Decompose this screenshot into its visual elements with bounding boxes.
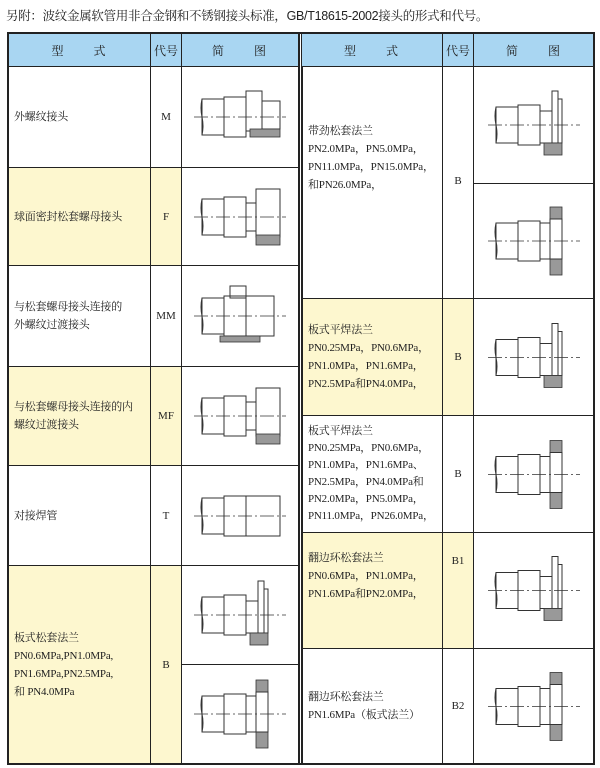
diagram-stroke bbox=[540, 343, 552, 375]
type-text: 外螺纹接头 bbox=[14, 111, 68, 123]
type-cell bbox=[8, 167, 151, 266]
code-cell bbox=[150, 565, 182, 764]
diagram-stroke bbox=[552, 91, 558, 143]
diagram-stroke bbox=[256, 189, 280, 237]
diagram-stroke bbox=[550, 684, 562, 724]
diagram-stroke bbox=[256, 680, 268, 692]
diagram-stroke bbox=[558, 565, 562, 609]
type-text: 板式平焊法兰 PN0.25MPa，PN0.6MPa， PN1.0MPa，PN1.6MPa， PN2.5MPa和PN4.0MPa， bbox=[308, 324, 429, 390]
header-diagram-label: 简 图 bbox=[505, 43, 562, 58]
diagram-stroke bbox=[262, 101, 280, 129]
diagram-lap-flange bbox=[473, 532, 595, 649]
type-text: 与松套螺母接头连接的内 螺纹过渡接头 bbox=[14, 401, 133, 431]
diagram-stroke bbox=[550, 207, 562, 219]
page-title: 另附：波纹金属软管用非合金钢和不锈钢接头标准，GB/T18615-2002接头的形式和代号。 bbox=[6, 9, 489, 23]
fitting-diagram bbox=[190, 575, 290, 655]
type-cell bbox=[8, 465, 151, 566]
fitting-diagram bbox=[484, 543, 584, 638]
code-cell bbox=[150, 167, 182, 266]
fitting-diagram bbox=[190, 182, 290, 252]
code-text: M bbox=[161, 111, 171, 123]
header-type-label: 型 式 bbox=[343, 43, 400, 58]
type-text: 翻边环松套法兰 PN1.6MPa（板式法兰） bbox=[308, 691, 420, 721]
diagram-stroke bbox=[550, 219, 562, 259]
diagram-mm-adapter bbox=[181, 265, 299, 367]
code-cell bbox=[442, 298, 474, 416]
code-cell bbox=[442, 66, 474, 299]
diagram-slip-on-flange bbox=[473, 298, 595, 416]
diagram-stroke bbox=[544, 143, 562, 155]
fitting-diagram bbox=[484, 80, 584, 170]
code-text: B bbox=[454, 175, 462, 187]
type-cell bbox=[302, 648, 443, 764]
fitting-diagram bbox=[484, 427, 584, 522]
header-code bbox=[150, 33, 182, 67]
code-text: B bbox=[454, 351, 462, 363]
diagram-stroke bbox=[246, 601, 258, 633]
code-cell bbox=[150, 265, 182, 367]
diagram-male-thread bbox=[181, 66, 299, 168]
diagram-stroke bbox=[540, 577, 552, 609]
diagram-lap-plate-flange bbox=[473, 648, 595, 764]
header-type-label: 型 式 bbox=[51, 43, 108, 58]
code-text: B1 bbox=[451, 555, 465, 567]
diagram-stroke bbox=[544, 609, 562, 621]
type-cell bbox=[302, 66, 443, 299]
diagram-mf-adapter bbox=[181, 366, 299, 466]
code-text: T bbox=[162, 509, 170, 522]
header-code-label: 代号 bbox=[153, 43, 178, 58]
diagram-flange-b bbox=[181, 664, 299, 764]
diagram-stroke bbox=[250, 129, 280, 137]
diagram-stroke bbox=[550, 259, 562, 275]
header-type bbox=[8, 33, 151, 67]
diagram-stroke bbox=[558, 99, 562, 143]
fitting-diagram bbox=[190, 381, 290, 451]
diagram-stroke bbox=[552, 557, 558, 609]
code-cell bbox=[150, 366, 182, 466]
diagram-stroke bbox=[550, 440, 562, 452]
diagram-swivel-nut bbox=[181, 167, 299, 266]
diagram-flange-a bbox=[181, 565, 299, 665]
header-type-right bbox=[301, 33, 443, 67]
diagram-stroke bbox=[550, 452, 562, 492]
type-cell bbox=[8, 66, 151, 168]
diagram-stroke bbox=[256, 434, 280, 444]
header-code-label: 代号 bbox=[445, 43, 470, 58]
code-text: B bbox=[162, 658, 170, 671]
code-cell bbox=[442, 532, 474, 649]
diagram-stroke bbox=[246, 91, 262, 131]
code-text: B2 bbox=[451, 700, 465, 712]
fitting-diagram bbox=[484, 196, 584, 286]
fitting-diagram bbox=[190, 82, 290, 152]
type-text: 与松套螺母接头连接的 外螺纹过渡接头 bbox=[14, 301, 122, 331]
fitting-diagram bbox=[484, 659, 584, 754]
diagram-slip-on-flange-2 bbox=[473, 415, 595, 533]
type-cell bbox=[302, 415, 443, 533]
header-code-right bbox=[442, 33, 474, 67]
code-text: F bbox=[162, 210, 170, 223]
diagram-stroke bbox=[256, 388, 280, 436]
diagram-stroke bbox=[552, 323, 558, 375]
diagram-stroke bbox=[544, 375, 562, 387]
column-divider bbox=[298, 32, 302, 765]
code-cell bbox=[442, 415, 474, 533]
diagram-stroke bbox=[550, 492, 562, 508]
code-text: MM bbox=[156, 310, 176, 322]
type-cell bbox=[8, 565, 151, 764]
code-cell bbox=[150, 465, 182, 566]
diagram-stroke bbox=[250, 633, 268, 645]
diagram-stroke bbox=[258, 581, 264, 633]
diagram-neck-flange-b bbox=[473, 183, 595, 299]
diagram-stroke bbox=[558, 331, 562, 375]
type-text: 球面密封松套螺母接头 bbox=[14, 210, 122, 223]
header-diagram-label: 简 图 bbox=[211, 43, 268, 58]
code-cell bbox=[150, 66, 182, 168]
diagram-stroke bbox=[256, 692, 268, 732]
type-text: 带劲松套法兰 PN2.0MPa，PN5.0MPa， PN11.0MPa，PN15.0MPa， 和PN26.0MPa， bbox=[308, 124, 434, 191]
diagram-stroke bbox=[550, 724, 562, 740]
diagram-stroke bbox=[550, 672, 562, 684]
fitting-diagram bbox=[484, 310, 584, 405]
type-text: 对接焊管 bbox=[14, 509, 58, 522]
fitting-diagram bbox=[190, 481, 290, 551]
code-cell bbox=[442, 648, 474, 764]
code-text: B bbox=[454, 468, 462, 480]
type-cell bbox=[302, 298, 443, 416]
type-text: 翻边环松套法兰 PN0.6MPa，PN1.0MPa， PN1.6MPa和PN2.0MPa， bbox=[308, 551, 424, 600]
diagram-stroke bbox=[264, 589, 268, 633]
fitting-diagram bbox=[190, 281, 290, 351]
header-diagram bbox=[181, 33, 299, 67]
diagram-stroke bbox=[540, 111, 552, 143]
type-text: 板式平焊法兰 PN0.25MPa，PN0.6MPa， PN1.0MPa，PN1.6MPa、 PN2.5MPa，PN4.0MPa和 PN2.0MPa，PN5.0MPa， PN11.0MPa，PN26.0MPa， bbox=[308, 425, 434, 522]
code-text: MF bbox=[158, 410, 174, 422]
diagram-stroke bbox=[220, 336, 260, 342]
type-cell bbox=[302, 532, 443, 649]
diagram-stroke bbox=[256, 732, 268, 748]
type-cell bbox=[8, 265, 151, 367]
fitting-diagram bbox=[190, 674, 290, 754]
header-diagram-right bbox=[473, 33, 595, 67]
diagram-stroke bbox=[256, 235, 280, 245]
diagram-neck-flange-a bbox=[473, 66, 595, 184]
diagram-weld-pipe bbox=[181, 465, 299, 566]
type-text: 板式松套法兰 PN0.6MPa,PN1.0MPa, PN1.6MPa,PN2.5MPa, 和 PN4.0MPa bbox=[14, 631, 114, 698]
type-cell bbox=[8, 366, 151, 466]
